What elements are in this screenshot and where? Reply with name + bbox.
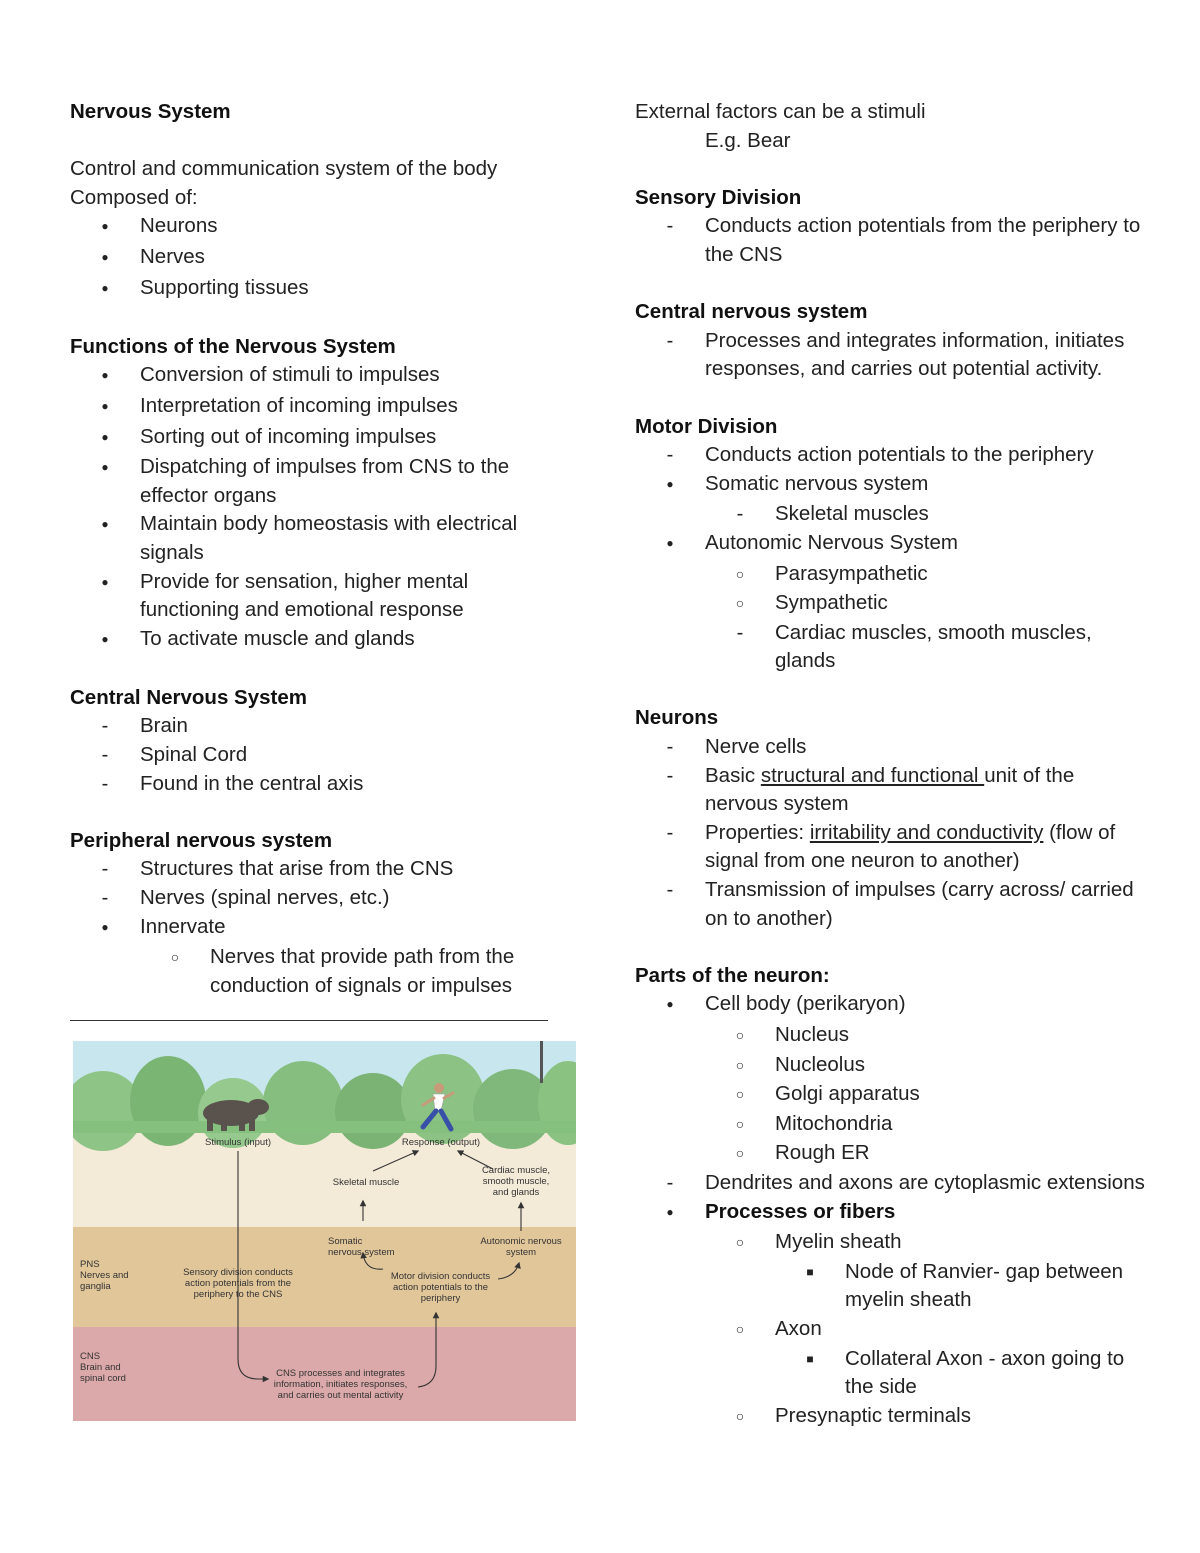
bullet-icon (70, 913, 140, 944)
list-item: - Properties: irritability and conductivity (flow of signal from one neuron to another) (635, 819, 1145, 876)
dash-icon (635, 212, 705, 269)
list-item: - Brain (70, 712, 570, 741)
list-item: ○ Nerves that provide path from the conduction of signals or impulses (70, 943, 570, 1000)
skeletal-muscle-label: Skeletal muscle (332, 1177, 400, 1188)
underlined-text: irritability and conductivity (809, 820, 1044, 844)
dash-icon (70, 712, 140, 741)
bullet-icon (70, 392, 140, 423)
circle-bullet-icon (705, 1139, 775, 1169)
heading-sensory-division: Sensory Division (635, 185, 802, 209)
list-item: ● Processes or fibers (635, 1198, 1145, 1229)
cns-process-label: CNS processes and integrates information, initiates responses, and carries out mental activity (273, 1368, 408, 1401)
list-item: ● Supporting tissues (70, 274, 570, 305)
list-item: - Nerves (spinal nerves, etc.) (70, 884, 570, 913)
autonomic-label: Autonomic nervous system (480, 1236, 562, 1258)
list-item: - Structures that arise from the CNS (70, 855, 570, 884)
list-item: ○ Rough ER (635, 1139, 1145, 1169)
circle-bullet-icon (705, 560, 775, 590)
dash-icon (635, 441, 705, 470)
list-item: ● Dispatching of impulses from CNS to the effector organs (70, 453, 570, 510)
list-item: - Conducts action potentials to the periphery (635, 441, 1145, 470)
circle-bullet-icon (705, 1228, 775, 1258)
list-item: ● Somatic nervous system (635, 470, 1145, 501)
list-item: ○ Sympathetic (635, 589, 1145, 619)
square-bullet-icon (775, 1345, 845, 1402)
dash-icon (635, 327, 705, 384)
circle-bullet-icon (705, 1402, 775, 1432)
skeletal-to-response-arrow (373, 1151, 418, 1171)
example-text: E.g. Bear (705, 128, 791, 152)
circle-bullet-icon (705, 1021, 775, 1051)
cardiac-label: Cardiac muscle, smooth muscle, and glands (481, 1165, 551, 1198)
bullet-icon (70, 212, 140, 243)
list-item: - Basic structural and functional unit of the nervous system (635, 762, 1145, 819)
list-item: - Nerve cells (635, 733, 1145, 762)
list-item: ● Neurons (70, 212, 570, 243)
bullet-icon (70, 625, 140, 656)
bullet-icon (70, 568, 140, 625)
dash-icon (70, 770, 140, 799)
dash-icon (635, 762, 705, 819)
list-item: ● Provide for sensation, higher mental functioning and emotional response (70, 568, 570, 625)
list-item: - Skeletal muscles (635, 500, 1145, 529)
list-item: - Dendrites and axons are cytoplasmic extensions (635, 1169, 1145, 1198)
cns-label: CNS Brain and spinal cord (80, 1351, 126, 1384)
bullet-icon (70, 243, 140, 274)
somatic-label: Somatic nervous system (328, 1236, 395, 1258)
circle-bullet-icon (705, 1080, 775, 1110)
bullet-icon (70, 453, 140, 510)
sensory-division-label: Sensory division conducts action potentials from the periphery to the CNS (183, 1267, 293, 1300)
list-item: ■ Node of Ranvier- gap between myelin sheath (635, 1258, 1145, 1315)
motor-to-cns-arrow (418, 1313, 436, 1387)
list-item: - Conducts action potentials from the periphery to the CNS (635, 212, 1145, 269)
motor-division-label: Motor division conducts action potentials to the periphery (390, 1271, 491, 1304)
list-item: ● Sorting out of incoming impulses (70, 423, 570, 454)
heading-central-nervous-system: Central nervous system (635, 300, 868, 324)
dash-icon (70, 741, 140, 770)
bullet-icon (70, 423, 140, 454)
circle-bullet-icon (705, 1110, 775, 1140)
circle-bullet-icon (705, 1051, 775, 1081)
list-item: ○ Nucleus (635, 1021, 1145, 1051)
left-column (70, 98, 570, 1029)
list-item: ○ Mitochondria (635, 1110, 1145, 1140)
pns-label: PNS Nerves and ganglia (80, 1259, 129, 1292)
list-item: ● Nerves (70, 243, 570, 274)
list-item: ○ Parasympathetic (635, 560, 1145, 590)
bullet-icon (635, 1198, 705, 1229)
composed-label: Composed of: (70, 185, 198, 209)
bullet-icon (70, 510, 140, 567)
heading-parts-of-neuron: Parts of the neuron: (635, 963, 830, 987)
list-item: - Processes and integrates information, initiates responses, and carries out potential activity. (635, 327, 1145, 384)
bullet-icon (635, 529, 705, 560)
list-item: ● To activate muscle and glands (70, 625, 570, 656)
response-label: Response (output) (401, 1137, 481, 1148)
definition-text: Control and communication system of the body (70, 157, 498, 181)
list-item: ● Conversion of stimuli to impulses (70, 361, 570, 392)
horizontal-rule (70, 1000, 570, 1029)
list-item: ● Autonomic Nervous System (635, 529, 1145, 560)
underlined-text: structural and functional (760, 763, 985, 787)
heading-neurons: Neurons (635, 706, 719, 730)
list-item: ● Maintain body homeostasis with electrical signals (70, 510, 570, 567)
list-item: ■ Collateral Axon - axon going to the side (635, 1345, 1145, 1402)
external-factors-text: External factors can be a stimuli (635, 100, 926, 123)
heading-functions: Functions of the Nervous System (70, 334, 396, 358)
sensory-arrow (238, 1151, 268, 1379)
stimulus-label: Stimulus (input) (205, 1137, 271, 1148)
heading-motor-division: Motor Division (635, 414, 778, 438)
dash-icon (70, 884, 140, 913)
dash-icon (635, 1169, 705, 1198)
list-item: ○ Myelin sheath (635, 1228, 1145, 1258)
circle-bullet-icon (705, 1315, 775, 1345)
list-item: ○ Nucleolus (635, 1051, 1145, 1081)
bullet-icon (635, 990, 705, 1021)
dash-icon (70, 855, 140, 884)
dash-icon (705, 619, 775, 676)
dash-icon (635, 733, 705, 762)
post-icon (540, 1041, 543, 1083)
list-item: ○ Golgi apparatus (635, 1080, 1145, 1110)
dash-icon (635, 876, 705, 933)
list-item: ○ Presynaptic terminals (635, 1402, 1145, 1432)
list-item: - Spinal Cord (70, 741, 570, 770)
heading-nervous-system: Nervous System (70, 100, 231, 123)
dash-icon (635, 819, 705, 876)
heading-cns: Central Nervous System (70, 685, 307, 709)
right-column (635, 98, 1145, 1431)
list-item: ● Innervate (70, 913, 570, 944)
list-item: - Transmission of impulses (carry across/ carried on to another) (635, 876, 1145, 933)
circle-bullet-icon (140, 943, 210, 1000)
list-item: ● Interpretation of incoming impulses (70, 392, 570, 423)
trees-illustration (73, 1054, 576, 1151)
circle-bullet-icon (705, 589, 775, 619)
nervous-system-diagram (73, 1041, 576, 1421)
bullet-icon (70, 274, 140, 305)
list-item: ○ Axon (635, 1315, 1145, 1345)
list-item: - Found in the central axis (70, 770, 570, 799)
bullet-icon (70, 361, 140, 392)
heading-pns: Peripheral nervous system (70, 828, 333, 852)
motor-to-autonomic-arrow (498, 1263, 519, 1279)
bullet-icon (635, 470, 705, 501)
list-item: ● Cell body (perikaryon) (635, 990, 1145, 1021)
dash-icon (705, 500, 775, 529)
square-bullet-icon (775, 1258, 845, 1315)
list-item: - Cardiac muscles, smooth muscles, glands (635, 619, 1145, 676)
